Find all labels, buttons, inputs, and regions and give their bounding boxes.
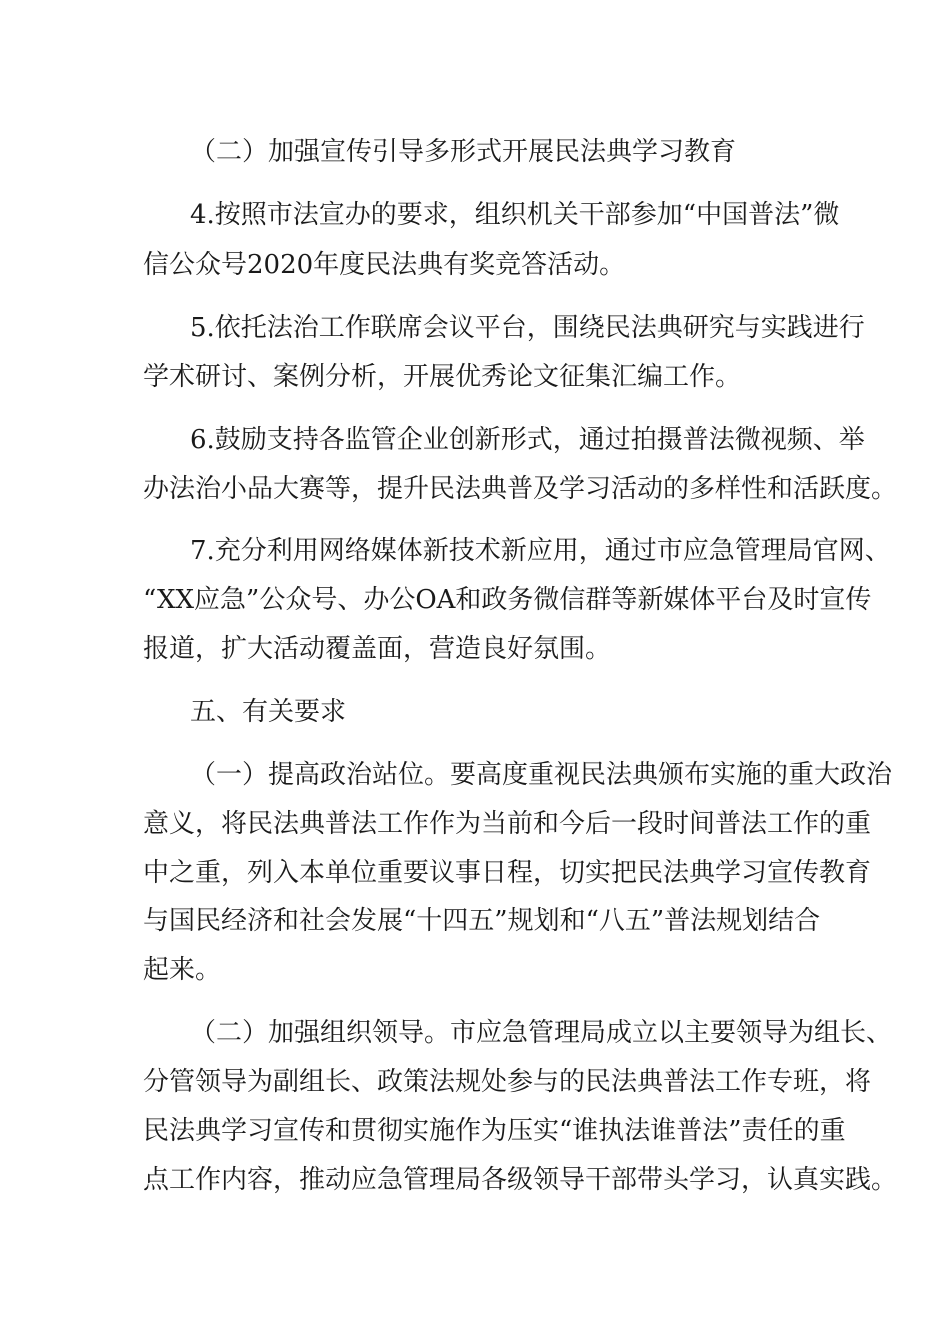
requirement-2-line-2: 分管领导为副组长、政策法规处参与的民法典普法工作专班，将 <box>143 1067 872 1097</box>
paragraph-4-line-1: 4.按照市法宣办的要求，组织机关干部参加“中国普法”微 <box>190 200 840 230</box>
requirement-1-line-2: 意义，将民法典普法工作作为当前和今后一段时间普法工作的重 <box>143 809 872 839</box>
requirement-1-line-5: 起来。 <box>143 955 222 985</box>
paragraph-5-line-1: 5.依托法治工作联席会议平台，围绕民法典研究与实践进行 <box>190 313 865 343</box>
requirement-2-line-4: 点工作内容，推动应急管理局各级领导干部带头学习，认真实践。 <box>143 1165 898 1195</box>
paragraph-5-line-2: 学术研讨、案例分析，开展优秀论文征集汇编工作。 <box>143 362 742 392</box>
requirement-1-line-3: 中之重，列入本单位重要议事日程，切实把民法典学习宣传教育 <box>143 858 872 888</box>
paragraph-7-line-1: 7.充分利用网络媒体新技术新应用，通过市应急管理局官网、 <box>190 536 891 566</box>
paragraph-7-line-2: “XX应急”公众号、办公OA和政务微信群等新媒体平台及时宣传 <box>143 585 872 615</box>
requirement-1-line-1: （一）提高政治站位。要高度重视民法典颁布实施的重大政治 <box>190 760 893 790</box>
paragraph-4-line-2: 信公众号2020年度民法典有奖竞答活动。 <box>143 250 626 280</box>
paragraph-6-line-2: 办法治小品大赛等，提升民法典普及学习活动的多样性和活跃度。 <box>143 474 898 504</box>
section-heading-publicity: （二）加强宣传引导多形式开展民法典学习教育 <box>190 137 737 167</box>
paragraph-7-line-3: 报道，扩大活动覆盖面，营造良好氛围。 <box>143 634 612 664</box>
requirement-2-line-3: 民法典学习宣传和贯彻实施作为压实“谁执法谁普法”责任的重 <box>143 1116 846 1146</box>
section-heading-requirements: 五、有关要求 <box>190 697 347 727</box>
paragraph-6-line-1: 6.鼓励支持各监管企业创新形式，通过拍摄普法微视频、举 <box>190 425 865 455</box>
requirement-2-line-1: （二）加强组织领导。市应急管理局成立以主要领导为组长、 <box>190 1018 893 1048</box>
requirement-1-line-4: 与国民经济和社会发展“十四五”规划和“八五”普法规划结合 <box>143 906 821 936</box>
